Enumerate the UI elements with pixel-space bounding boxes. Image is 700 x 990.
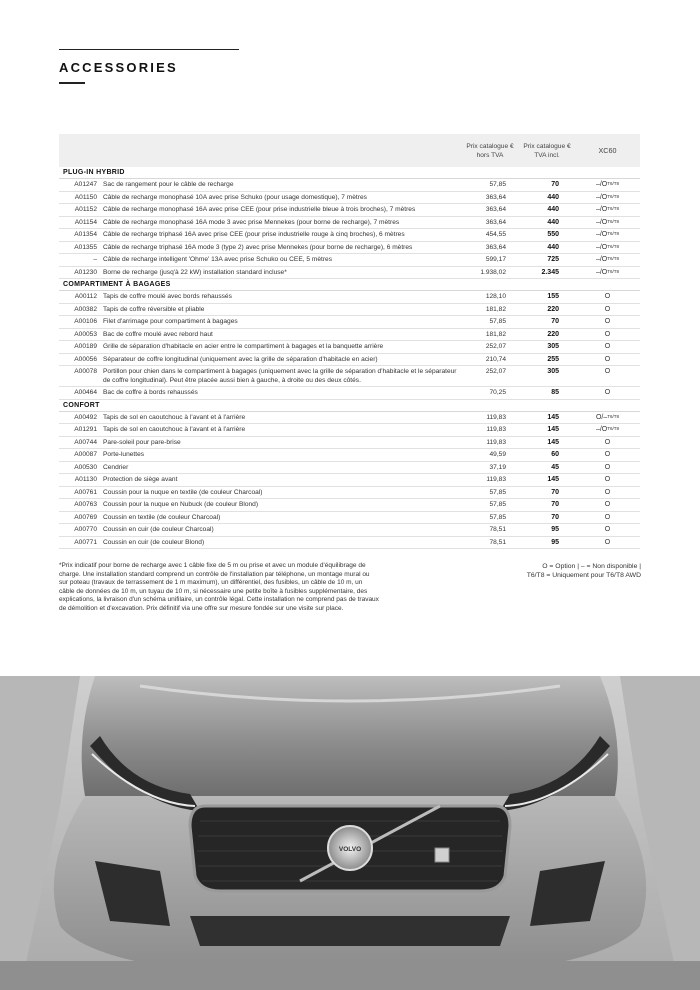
availability-note: T6/T8	[607, 218, 620, 224]
price-incl-vat: 70	[551, 318, 559, 325]
price-excl-vat: 252,07	[485, 343, 506, 350]
price-incl-vat: 70	[551, 181, 559, 188]
availability-note: T6/T8	[607, 243, 620, 249]
item-description: Câble de recharge triphasé 16A avec prise CEE (pour prise industrielle rouge à cinq broches), 6 mètres	[103, 231, 405, 238]
availability-note: T6/T8	[607, 268, 620, 274]
item-code: A00761	[74, 488, 97, 496]
item-description: Tapis de coffre réversible et pliable	[103, 305, 205, 313]
table-row	[59, 366, 640, 387]
item-description: Bac de coffre moulé avec rebord haut	[103, 330, 213, 338]
availability-mark: –/O	[595, 231, 608, 238]
table-row	[59, 341, 640, 354]
availability-mark: O	[604, 501, 611, 508]
item-description: Coussin en cuir (de couleur Blond)	[103, 538, 205, 546]
availability	[575, 179, 640, 192]
availability	[575, 387, 640, 400]
table-body	[59, 167, 640, 549]
table-row	[59, 412, 640, 425]
availability-mark: O	[604, 476, 611, 483]
price-excl-vat: 128,10	[485, 293, 506, 300]
item-code: A00464	[74, 389, 97, 396]
item-description: Séparateur de coffre longitudinal (uniquement avec la grille de séparation d'habitacle en acier)	[103, 355, 378, 363]
item-code: A00769	[74, 513, 97, 521]
price-incl-vat: 145	[547, 438, 559, 446]
price-incl-vat: 70	[551, 501, 559, 508]
availability-mark: –/O	[595, 426, 608, 433]
svg-text:VOLVO: VOLVO	[338, 846, 362, 853]
price-incl-vat: 145	[547, 426, 559, 433]
price-incl-vat: 305	[547, 343, 559, 350]
price-excl-vat: 181,82	[485, 330, 506, 338]
item-code: A01154	[74, 218, 97, 226]
price-excl-vat: 57,85	[489, 318, 506, 325]
availability	[575, 291, 640, 304]
availability-mark: O	[604, 368, 611, 375]
price-excl-vat: 119,83	[486, 426, 506, 433]
availability	[575, 366, 640, 379]
item-description: Coussin en textile (de couleur Charcoal)	[103, 513, 221, 521]
availability-mark: –/O	[595, 206, 608, 213]
price-incl-vat: 2.345	[541, 268, 559, 276]
price-excl-vat: 78,51	[489, 538, 506, 546]
availability	[575, 242, 640, 255]
availability	[575, 341, 640, 354]
availability-mark: –/O	[595, 256, 608, 263]
price-excl-vat: 363,64	[485, 193, 506, 201]
table-row	[59, 462, 640, 475]
price-incl-vat: 440	[547, 206, 559, 213]
availability-mark: O	[604, 355, 611, 363]
price-excl-vat: 363,64	[485, 243, 506, 251]
page-title: ACCESSORIES	[59, 60, 178, 75]
table-row	[59, 474, 640, 487]
item-code: A00492	[74, 413, 97, 421]
price-excl-vat: 252,07	[485, 368, 506, 375]
table-row	[59, 192, 640, 205]
table-row	[59, 242, 640, 255]
table-row	[59, 329, 640, 342]
availability	[575, 449, 640, 462]
item-code: A00078	[74, 368, 97, 375]
availability	[575, 487, 640, 500]
item-code: A00112	[74, 293, 97, 300]
availability	[575, 437, 640, 450]
availability-mark: O	[604, 463, 611, 471]
item-code: A01291	[74, 426, 97, 433]
availability	[575, 192, 640, 205]
availability-mark: O	[604, 538, 611, 546]
availability-mark: –/O	[595, 218, 608, 226]
item-description: Coussin pour la nuque en textile (de couleur Charcoal)	[103, 488, 263, 496]
item-code: A00087	[74, 451, 97, 458]
item-description: Câble de recharge triphasé 16A mode 3 (type 2) avec prise Mennekes (pour borne de recharge), 6 mètres	[103, 243, 413, 251]
availability-mark: O	[604, 513, 611, 521]
price-incl-vat: 145	[547, 476, 559, 483]
item-description: Tapis de sol en caoutchouc à l'avant et à l'arrière	[103, 413, 246, 421]
availability	[575, 204, 640, 217]
item-description: Câble de recharge monophasé 16A mode 3 avec prise Mennekes (pour borne de recharge), 7 mètres	[103, 218, 400, 226]
item-code: A00530	[74, 463, 97, 471]
availability-mark: O	[604, 318, 611, 325]
price-incl-vat: 155	[547, 293, 559, 300]
item-description: Coussin en cuir (de couleur Charcoal)	[103, 526, 214, 533]
car-illustration	[0, 676, 700, 990]
table-row	[59, 291, 640, 304]
item-code: A01150	[74, 193, 97, 201]
availability	[575, 316, 640, 329]
availability	[575, 267, 640, 280]
availability-mark: –/O	[595, 243, 608, 251]
availability	[575, 254, 640, 267]
availability	[575, 217, 640, 230]
availability-note: T6/T8	[607, 181, 620, 186]
table-row	[59, 437, 640, 450]
availability	[575, 329, 640, 342]
availability-mark: O/–	[595, 413, 608, 421]
item-code: A01355	[74, 243, 97, 251]
item-code: A01130	[74, 476, 97, 483]
item-description: Filet d'arrimage pour compartiment à bagages	[103, 318, 238, 325]
price-incl-vat: 70	[551, 513, 559, 521]
item-code: A00053	[74, 330, 97, 338]
item-description: Câble de recharge monophasé 10A avec prise Schuko (pour usage domestique), 7 mètres	[103, 193, 367, 201]
table-row	[59, 304, 640, 317]
availability-note: T6/T8	[607, 231, 620, 236]
table-row	[59, 512, 640, 525]
price-excl-vat: 119,83	[486, 438, 506, 446]
table-row	[59, 217, 640, 230]
item-code: A01354	[74, 231, 97, 238]
availability-note: T6/T8	[607, 193, 620, 199]
legend-line-1: O = Option | – = Non disponible |	[542, 563, 641, 570]
table-row	[59, 354, 640, 367]
item-description: Protection de siège avant	[103, 476, 178, 483]
section-heading: PLUG-IN HYBRID	[59, 167, 640, 179]
availability	[575, 474, 640, 487]
table-row	[59, 424, 640, 437]
item-code: A01247	[74, 181, 97, 188]
price-excl-vat: 37,19	[489, 463, 506, 471]
table-row	[59, 316, 640, 329]
price-excl-vat: 57,85	[489, 513, 506, 521]
table-row	[59, 267, 640, 280]
price-excl-vat: 119,83	[486, 413, 506, 421]
item-code: A00106	[74, 318, 97, 325]
price-incl-vat: 255	[547, 355, 559, 363]
availability-mark: O	[604, 305, 611, 313]
item-code: A00056	[74, 355, 97, 363]
table-row	[59, 229, 640, 242]
availability-mark: O	[604, 330, 611, 338]
availability-mark: O	[604, 389, 611, 396]
header-price-excl-vat: Prix catalogue € hors TVA	[466, 143, 514, 159]
availability-mark: O	[604, 438, 611, 446]
price-excl-vat: 70,25	[489, 389, 506, 396]
item-code: –	[93, 256, 97, 263]
availability-mark: O	[604, 293, 611, 300]
availability	[575, 354, 640, 367]
availability-note: T6/T8	[607, 413, 620, 419]
header-model: XC60	[598, 146, 617, 155]
price-incl-vat: 725	[547, 256, 559, 263]
item-description: Câble de recharge intelligent 'Ohme' 13A avec prise Schuko ou CEE, 5 mètres	[103, 256, 333, 263]
item-code: A00763	[74, 501, 97, 508]
item-code: A00771	[74, 538, 97, 546]
availability	[575, 424, 640, 437]
availability-mark: O	[604, 526, 611, 533]
price-excl-vat: 119,83	[486, 476, 506, 483]
table-row	[59, 499, 640, 512]
section-heading: COMPARTIMENT À BAGAGES	[59, 279, 640, 291]
price-incl-vat: 220	[547, 305, 559, 313]
price-incl-vat: 550	[547, 231, 559, 238]
item-description: Bac de coffre à bords rehaussés	[103, 389, 198, 396]
item-description: Câble de recharge monophasé 16A avec prise CEE (pour prise industrielle bleue à trois broches), 7 mètres	[103, 206, 416, 213]
title-underline	[59, 82, 85, 84]
availability-note: T6/T8	[607, 206, 620, 211]
table-row	[59, 179, 640, 192]
footnote: *Prix indicatif pour borne de recharge avec 1 câble fixe de 5 m ou prise et avec un module d'équilibrage de charge. Une installation standard comprend un contrôle de l'installation par téléphone, un montage mural ou sur poteau (travaux de terrassement de 1 m maximum), un différentiel, des fusibles, un câble de 10 m, un câble de données de 10 m, un tuyau de 10 m, si nécessaire une petite boîte à fusibles supplémentaire, des explications, la livraison d'un schéma unifilaire, un contrôle légal. Cette installation ne comprend pas de travaux de démolition et d'excavation. Prix définitif via une offre sur mesure fondée sur une visite sur place.	[59, 562, 379, 612]
price-excl-vat: 599,17	[485, 256, 506, 263]
price-excl-vat: 57,85	[489, 488, 506, 496]
item-description: Coussin pour la nuque en Nubuck (de couleur Blond)	[103, 501, 259, 508]
price-excl-vat: 78,51	[489, 526, 506, 533]
table-row	[59, 254, 640, 267]
availability-mark: –/O	[595, 181, 608, 188]
item-description: Tapis de sol en caoutchouc à l'avant et à l'arrière	[103, 426, 246, 433]
availability-note: T6/T8	[607, 426, 620, 431]
availability-mark: O	[604, 451, 611, 458]
price-excl-vat: 49,59	[489, 451, 506, 458]
availability	[575, 412, 640, 425]
table-row	[59, 204, 640, 217]
availability	[575, 304, 640, 317]
item-description: Sac de rangement pour le câble de recharge	[103, 181, 234, 188]
price-excl-vat: 57,85	[489, 501, 506, 508]
price-incl-vat: 220	[547, 330, 559, 338]
price-excl-vat: 454,55	[485, 231, 506, 238]
availability	[575, 512, 640, 525]
price-excl-vat: 363,64	[485, 218, 506, 226]
price-incl-vat: 95	[551, 526, 559, 533]
legend-line-2: T6/T8 = Uniquement pour T6/T8 AWD	[526, 572, 641, 580]
table-row	[59, 387, 640, 400]
price-incl-vat: 45	[551, 463, 559, 471]
price-excl-vat: 181,82	[485, 305, 506, 313]
car-front-photo	[0, 676, 700, 990]
item-code: A00770	[74, 526, 97, 533]
item-description: Portillon pour chien dans le compartiment à bagages (uniquement avec la grille de séparation d'habitacle et le séparateur de coffre longitudinal). Peut être placée aussi bien à gauche, à droite ou des deux côtés.	[103, 368, 457, 384]
availability	[575, 524, 640, 537]
item-description: Cendrier	[103, 463, 129, 471]
availability	[575, 499, 640, 512]
price-excl-vat: 57,85	[489, 181, 506, 188]
price-incl-vat: 440	[547, 243, 559, 251]
section-heading: CONFORT	[59, 400, 640, 412]
item-code: A00189	[74, 343, 97, 350]
availability	[575, 537, 640, 550]
header-price-incl-vat: Prix catalogue € TVA incl.	[523, 143, 571, 159]
item-description: Pare-soleil pour pare-brise	[103, 438, 181, 446]
price-incl-vat: 145	[547, 413, 559, 421]
table-row	[59, 537, 640, 550]
price-incl-vat: 70	[551, 488, 559, 496]
availability-mark: O	[604, 343, 611, 350]
price-excl-vat: 363,64	[485, 206, 506, 213]
price-incl-vat: 95	[551, 538, 559, 546]
availability-mark: –/O	[595, 193, 608, 201]
table-row	[59, 524, 640, 537]
table-row	[59, 487, 640, 500]
availability	[575, 462, 640, 475]
price-incl-vat: 440	[547, 218, 559, 226]
availability	[575, 229, 640, 242]
availability-mark: O	[604, 488, 611, 496]
price-incl-vat: 440	[547, 193, 559, 201]
price-excl-vat: 1.938,02	[480, 268, 506, 276]
item-description: Borne de recharge (jusq'à 22 kW) installation standard incluse*	[103, 268, 287, 276]
item-description: Porte-lunettes	[103, 451, 145, 458]
price-incl-vat: 305	[547, 368, 559, 375]
table-header	[59, 134, 640, 167]
item-code: A01230	[74, 268, 97, 276]
table-row	[59, 449, 640, 462]
price-incl-vat: 85	[551, 389, 559, 396]
availability-mark: –/O	[595, 268, 608, 276]
item-code: A00744	[74, 438, 97, 446]
availability-note: T6/T8	[607, 256, 620, 261]
availability-legend	[441, 562, 641, 581]
item-code: A01152	[74, 206, 97, 213]
top-rule	[59, 49, 239, 50]
item-description: Tapis de coffre moulé avec bords rehaussés	[103, 293, 232, 300]
item-code: A00382	[74, 305, 97, 313]
accessories-table	[59, 134, 640, 549]
item-description: Grille de séparation d'habitacle en acier entre le compartiment à bagages et la banquette arrière	[103, 343, 384, 350]
price-incl-vat: 60	[551, 451, 559, 458]
price-excl-vat: 210,74	[485, 355, 506, 363]
